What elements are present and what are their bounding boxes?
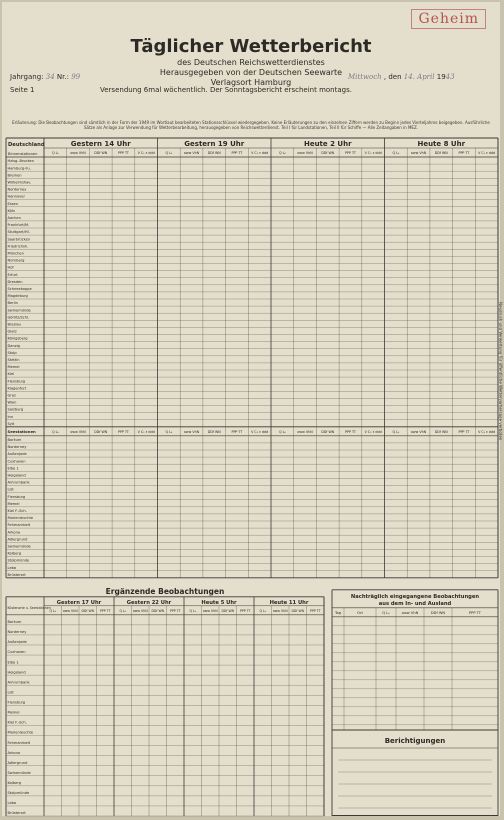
column-code: DDf WN	[207, 429, 221, 434]
column-code: Q L₀	[392, 429, 400, 434]
column-code: DDf WN	[94, 429, 108, 434]
nach-column-header: Tag	[334, 610, 342, 615]
column-code: PPP TT	[309, 608, 321, 613]
station-name: Cuxhaven	[7, 459, 26, 464]
station-name: Köln	[7, 208, 16, 213]
station-name: List	[7, 690, 14, 695]
column-code: DDf WN	[321, 429, 335, 434]
column-code: DDf WN	[151, 608, 165, 613]
station-name: Königsberg	[7, 336, 28, 341]
side-notice: Neudruck und Verwertung für öffentliche Wettervorhersage verboten	[498, 302, 503, 441]
erg-time-header: Gestern 22 Uhr	[126, 599, 172, 606]
geheim-stamp: Geheim	[411, 9, 486, 29]
column-code: Q L₀	[165, 429, 173, 434]
station-name: Glatz	[7, 329, 17, 334]
column-code: oww VhN	[70, 429, 86, 434]
column-code: V C₁ ε ddd	[478, 429, 496, 434]
column-code: DDf WN	[434, 151, 448, 155]
year-value: 43	[445, 73, 455, 81]
station-name: Stettin	[7, 358, 20, 362]
column-code: oww VhN	[62, 608, 78, 613]
nach-column-header: PPP TT	[469, 610, 481, 615]
station-name: Arkona	[7, 530, 21, 535]
column-code: PPP TT	[231, 151, 243, 155]
column-code: V C₁ ε ddd	[478, 151, 496, 155]
time-block-header: Gestern 14 Uhr	[70, 140, 131, 148]
station-name: Brüsterort	[7, 811, 26, 816]
jahrgang-value: 34	[45, 73, 55, 81]
binnenstationen-label: Binnenstationen	[8, 152, 38, 156]
column-code: Q L₀	[119, 608, 127, 613]
column-code: PPP TT	[239, 608, 251, 613]
station-name: Berlin	[7, 301, 18, 306]
station-name: Wilhelmshav.	[7, 180, 32, 185]
station-name: Fehmarnbelt	[7, 740, 31, 745]
dispatch-note: Versendung 6mal wöchentlich. Der Sonntagsbericht erscheint montags.	[100, 86, 352, 94]
column-code: PPP TT	[344, 429, 356, 434]
column-code: Q L₀	[165, 151, 173, 155]
station-name: Swinemünde	[7, 544, 31, 549]
subtitle-location: Verlagsort Hamburg	[210, 78, 292, 87]
station-name: Borkum	[7, 438, 22, 442]
station-name: Borkum	[7, 620, 22, 625]
station-name: Essen	[7, 201, 19, 206]
station-name: Schneekoppe	[7, 287, 32, 291]
station-name: Fehmarnbelt	[7, 523, 31, 528]
station-name: Inn	[7, 414, 14, 419]
column-code: oww VhN	[70, 151, 86, 155]
column-code: PPP TT	[458, 429, 470, 434]
station-name: Außenjade	[7, 452, 27, 457]
station-name: Außenjade	[7, 640, 27, 645]
station-name: Elbe 1	[7, 660, 19, 665]
column-code: PPP TT	[117, 151, 129, 155]
seestationen-label: Seestationen	[7, 428, 36, 434]
station-name: Adlergrund	[7, 760, 28, 765]
station-name: Norderney	[7, 630, 27, 635]
station-name: Sylt	[7, 421, 15, 426]
explanation-note: Erläuterung: Die Beobachtungen sind sämtlich in der Form der 1949 im Wortlaut bearbeiteten Stationsschlüssel wiedergegeben. Keine Erläuterungen zu den einzelnen Ziffern werden zu Beginn jedes Vierteljahres beigegeben. Ausführliche Sätze als Anlage zur Verwendung für Wetterbearbeitung, herausgegeben von Reichswetterdienst. Teil I für Landstationen, Teil II für Schiffe — Alle Zeitangaben in MEZ.	[12, 120, 490, 130]
station-name: München	[7, 251, 24, 256]
column-code: oww VhN	[132, 608, 148, 613]
column-code: Q L₀	[51, 151, 59, 155]
column-code: PPP TT	[458, 151, 470, 155]
station-name: Marienleuchte	[7, 730, 34, 735]
station-name: Leba	[7, 801, 17, 806]
station-name: Memel	[7, 501, 20, 506]
station-name: Cuxhaven	[7, 650, 26, 655]
column-code: Q L₀	[278, 151, 286, 155]
nr-value: 99	[71, 73, 81, 81]
station-name: Danzig	[7, 343, 20, 348]
station-name: Kiel F.-Sch.	[7, 720, 27, 725]
erg-time-header: Heute 11 Uhr	[269, 599, 309, 606]
station-name: Adlergrund	[7, 537, 28, 542]
station-name: Klagenfurt	[7, 386, 27, 391]
nr-label: Nr.:	[56, 73, 69, 81]
column-code: V C₁ ε ddd	[364, 429, 382, 434]
station-name: Kiel	[7, 372, 15, 377]
column-code: Q L₀	[259, 608, 267, 613]
station-name: Kolberg	[7, 781, 22, 786]
ergaenzende-title: Ergänzende Beobachtungen	[105, 586, 225, 596]
station-name: Stuttgart/Hl.	[7, 230, 30, 235]
nach-column-header: Q L₀	[382, 610, 390, 615]
station-name: Flensburg	[7, 379, 26, 384]
station-name: Elbe 1	[7, 466, 19, 471]
time-block-header: Heute 8 Uhr	[417, 140, 466, 148]
observation-tables	[2, 2, 500, 816]
weather-report-sheet	[2, 2, 503, 816]
station-name: Kolberg	[7, 551, 22, 556]
section-deutschland-label: Deutschland	[8, 142, 45, 148]
column-code: oww VhN	[202, 608, 218, 613]
column-code: oww VhN	[183, 429, 200, 434]
column-code: V C₁ ε ddd	[364, 151, 382, 155]
station-name: Helgoland	[7, 670, 26, 675]
erg-first-column-label: Küstenorte u. Seestationen	[7, 605, 51, 610]
column-code: DDf WN	[81, 608, 95, 613]
time-block-header: Heute 2 Uhr	[303, 140, 352, 148]
page-number: Seite 1	[10, 86, 35, 94]
weekday-value: Mittwoch	[348, 73, 382, 81]
column-code: V C₁ ε ddd	[251, 429, 269, 434]
station-name: Flensburg	[7, 494, 26, 499]
station-name: Dresden	[7, 279, 23, 284]
station-name: Breslau	[7, 322, 21, 327]
station-name: Nürnberg	[7, 258, 25, 263]
time-block-header: Gestern 19 Uhr	[184, 140, 245, 148]
year-prefix: 19	[436, 73, 446, 81]
station-name: Görlitz/Schl.	[7, 315, 30, 320]
station-name: Brüsterort	[7, 572, 26, 577]
station-name: Amrumbank	[7, 480, 30, 485]
station-name: Stolpmünde	[7, 791, 30, 796]
station-name: Wien	[7, 400, 17, 405]
column-code: Q L₀	[278, 429, 286, 434]
column-code: oww VhN	[410, 429, 427, 434]
nach-title: Nachträglich eingegangene Beobachtungen	[350, 593, 480, 600]
column-code: oww VhN	[410, 151, 427, 155]
nach-title: aus dem In- und Ausland	[378, 600, 452, 607]
column-code: V C₁ ε ddd	[137, 151, 155, 155]
column-code: Q L₀	[189, 608, 197, 613]
station-name: Arkona	[7, 750, 21, 755]
erg-time-header: Heute 5 Uhr	[201, 599, 237, 606]
column-code: PPP TT	[344, 151, 356, 155]
column-code: DDf WN	[207, 151, 221, 155]
station-name: Marienleuchte	[7, 516, 34, 521]
station-name: Graz	[7, 393, 16, 398]
nach-column-header: oww VhN	[401, 610, 419, 615]
station-name: Flensburg	[7, 700, 26, 705]
station-name: Saarbrücken	[7, 237, 31, 242]
column-code: oww VhN	[297, 151, 313, 155]
station-name: Hannover	[7, 194, 25, 199]
station-name: Hamburg-Fu.	[7, 166, 31, 171]
station-name: Swinemünde	[7, 308, 31, 313]
station-name: Amrumbank	[7, 680, 30, 685]
column-code: Q L₀	[392, 151, 400, 155]
report-title: Täglicher Wetterbericht	[130, 36, 372, 57]
nach-column-header: Ort	[357, 610, 363, 615]
column-code: DDf WN	[434, 429, 448, 434]
station-name: Memel	[7, 710, 20, 715]
station-name: Leba	[7, 565, 17, 570]
station-name: Memel	[7, 365, 20, 370]
station-name: Stolp	[7, 350, 17, 355]
station-name: Norderney	[7, 445, 27, 450]
column-code: DDf WN	[94, 151, 108, 155]
column-code: oww VhN	[183, 151, 200, 155]
column-code: V C₁ ε ddd	[137, 429, 155, 434]
column-code: PPP TT	[231, 429, 243, 434]
station-name: Salzburg	[7, 407, 24, 412]
station-name: Bremen	[7, 173, 22, 178]
station-name: Norderney	[7, 187, 27, 192]
column-code: DDf WN	[221, 608, 235, 613]
column-code: oww VhN	[297, 429, 313, 434]
column-code: DDf WN	[291, 608, 305, 613]
station-name: Magdeburg	[7, 294, 28, 299]
station-name: Hof	[7, 265, 14, 270]
column-code: Q L₀	[51, 429, 59, 434]
column-code: oww VhN	[272, 608, 288, 613]
berichtigungen-title: Berichtigungen	[384, 737, 446, 745]
column-code: PPP TT	[117, 429, 129, 434]
station-name: Kiel F.-Sch.	[7, 509, 27, 513]
den-label: , den	[383, 73, 402, 81]
station-name: Helgoland	[7, 473, 26, 478]
station-name: Frankfurt/M.	[7, 223, 30, 228]
nach-column-header: DDf WN	[430, 610, 446, 615]
date-value: 14. April	[403, 73, 435, 81]
column-code: Q L₀	[49, 608, 57, 613]
column-code: DDf WN	[321, 151, 335, 155]
station-name: Erfurt	[7, 272, 18, 277]
station-name: Swinemünde	[7, 770, 31, 775]
subtitle-publisher: Herausgegeben von der Deutschen Seewarte	[159, 68, 343, 77]
column-code: V C₁ ε ddd	[251, 151, 269, 155]
station-name: Aachen	[7, 216, 21, 220]
station-name: List	[7, 487, 14, 492]
jahrgang-label: Jahrgang:	[10, 73, 44, 81]
column-code: PPP TT	[99, 608, 111, 613]
station-name: Stolpmünde	[7, 558, 30, 563]
column-code: PPP TT	[169, 608, 181, 613]
subtitle-service: des Deutschen Reichswetterdienstes	[177, 58, 325, 67]
station-name: Hzlsg.-Brocken	[7, 159, 35, 164]
erg-time-header: Gestern 17 Uhr	[56, 599, 102, 606]
station-name: Friedrichsh.	[7, 244, 29, 249]
